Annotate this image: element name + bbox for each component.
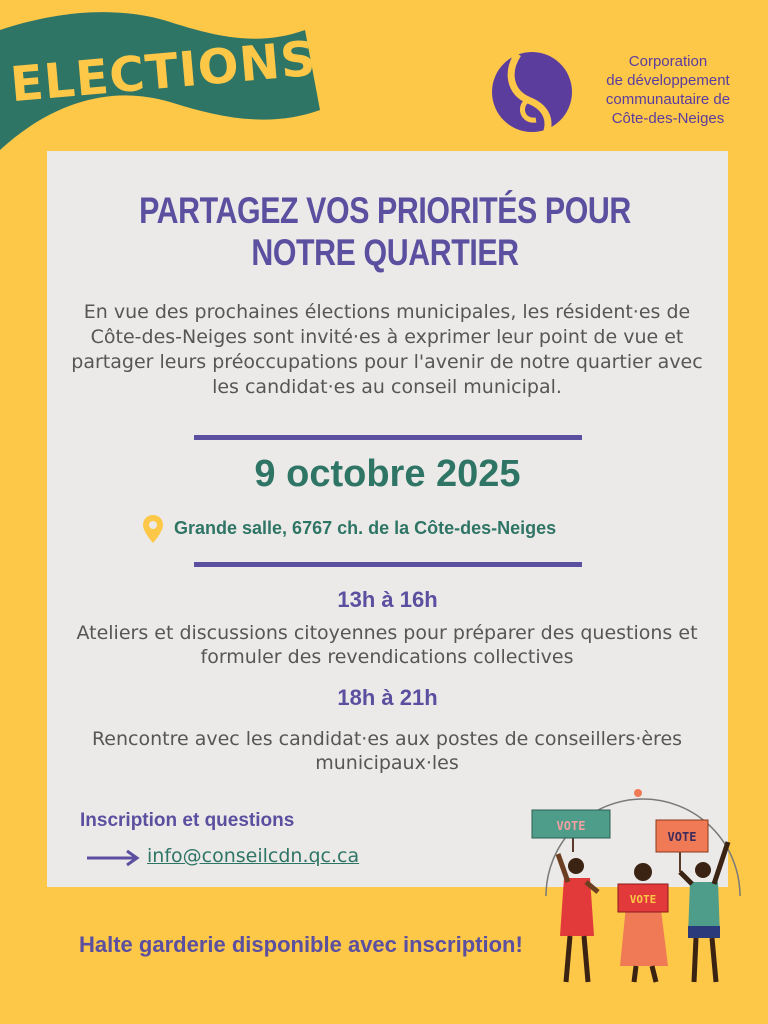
event-date: 9 octobre 2025 bbox=[254, 453, 521, 495]
childcare-notice: Halte garderie disponible avec inscription! bbox=[79, 932, 523, 957]
page-title: PARTAGEZ VOS PRIORITÉS POUR NOTRE QUARTIER bbox=[139, 190, 631, 273]
session-time-1: 13h à 16h bbox=[337, 587, 438, 612]
intro-text: En vue des prochaines élections municipales, les résident·es de Côte-des-Neiges sont invité·es à exprimer leur point de vue et partager leurs préoccupations pour l'avenir de notre quartier avec les candidat·es au conseil municipal. bbox=[71, 301, 703, 398]
session-time-2: 18h à 21h bbox=[337, 685, 438, 710]
map-pin-icon bbox=[142, 514, 164, 544]
sign-3-text: VOTE bbox=[629, 893, 657, 906]
voters-illustration bbox=[528, 786, 758, 996]
session-description-1: Ateliers et discussions citoyennes pour préparer des questions et formuler des revendications collectives bbox=[76, 622, 698, 668]
cdc-logo-icon bbox=[488, 48, 572, 134]
organization-name bbox=[578, 52, 758, 128]
event-location bbox=[140, 512, 620, 544]
divider-bottom bbox=[194, 562, 582, 567]
sign-1-text: VOTE bbox=[556, 819, 586, 833]
org-line-4: Côte-des-Neiges bbox=[611, 110, 725, 127]
org-line-2: de développement bbox=[606, 72, 730, 89]
elections-banner-text: ELECTIONS bbox=[8, 30, 319, 114]
contact-label: Inscription et questions bbox=[80, 810, 295, 831]
session-description-2: Rencontre avec les candidat·es aux postes de conseillers·ères municipaux·les bbox=[91, 728, 683, 774]
divider-top bbox=[194, 435, 582, 440]
org-line-3: communautaire de bbox=[605, 91, 731, 108]
arrow-right-icon bbox=[85, 849, 143, 867]
sign-2-text: VOTE bbox=[667, 830, 697, 844]
contact-email-link[interactable]: info@conseilcdn.qc.ca bbox=[147, 845, 360, 867]
org-line-1: Corporation bbox=[628, 53, 708, 70]
location-text: Grande salle, 6767 ch. de la Côte-des-Neiges bbox=[174, 518, 557, 538]
